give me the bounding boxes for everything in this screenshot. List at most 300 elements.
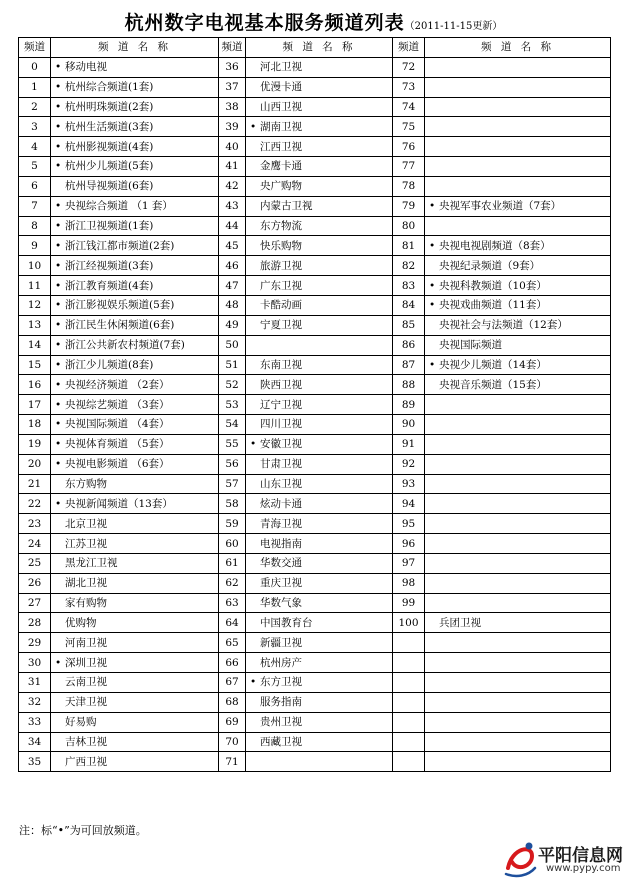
channel-name-cell — [425, 434, 611, 454]
channel-name-cell — [425, 256, 611, 276]
channel-number: 19 — [19, 434, 51, 454]
channel-name-cell — [246, 216, 393, 236]
channel-name-cell — [51, 315, 219, 335]
channel-name-cell — [51, 692, 219, 712]
channel-name-cell — [51, 117, 219, 137]
table-row — [19, 514, 611, 534]
channel-name-cell — [246, 295, 393, 315]
channel-name-cell — [51, 633, 219, 653]
channel-number: 24 — [19, 534, 51, 554]
replay-marker: • — [55, 81, 62, 94]
channel-name: 央视经济频道 （2套） — [65, 378, 170, 391]
channel-name: 北京卫视 — [65, 517, 107, 530]
channel-name-cell — [246, 375, 393, 395]
channel-name-cell — [246, 633, 393, 653]
channel-number: 6 — [19, 176, 51, 196]
channel-name-cell — [51, 434, 219, 454]
channel-name-cell — [425, 375, 611, 395]
channel-name: 杭州生活频道(3套) — [65, 120, 154, 133]
replay-marker: • — [55, 299, 62, 312]
channel-number: 8 — [19, 216, 51, 236]
channel-number: 71 — [219, 752, 246, 772]
channel-number: 99 — [393, 593, 425, 613]
channel-name: 优漫卡通 — [260, 81, 302, 94]
channel-name: 央视科教频道（10套） — [439, 279, 547, 292]
table-row — [19, 553, 611, 573]
channel-name: 央视新闻频道（13套） — [65, 497, 173, 510]
channel-number: 29 — [19, 633, 51, 653]
channel-name-cell — [51, 276, 219, 296]
channel-number: 90 — [393, 415, 425, 435]
channel-number — [393, 712, 425, 732]
channel-number: 86 — [393, 335, 425, 355]
channel-number: 14 — [19, 335, 51, 355]
channel-name: 辽宁卫视 — [260, 398, 302, 411]
channel-number: 60 — [219, 534, 246, 554]
channel-name-cell — [425, 57, 611, 77]
channel-number: 65 — [219, 633, 246, 653]
site-logo — [502, 838, 624, 878]
channel-name-cell — [51, 216, 219, 236]
channel-name-cell — [425, 395, 611, 415]
channel-name: 陕西卫视 — [260, 378, 302, 391]
channel-number: 94 — [393, 494, 425, 514]
channel-name: 央视综艺频道 （3套） — [65, 398, 170, 411]
channel-name: 青海卫视 — [260, 517, 302, 530]
channel-name: 央视社会与法频道（12套） — [439, 319, 568, 332]
channel-name-cell — [246, 514, 393, 534]
replay-marker: • — [55, 358, 62, 371]
channel-name-cell — [246, 593, 393, 613]
channel-number: 30 — [19, 653, 51, 673]
channel-number: 44 — [219, 216, 246, 236]
replay-marker: • — [429, 200, 436, 213]
channel-name: 移动电视 — [65, 61, 107, 74]
channel-name-cell — [51, 553, 219, 573]
channel-number — [393, 692, 425, 712]
channel-name: 杭州导视频道(6套) — [65, 180, 154, 193]
channel-number: 51 — [219, 355, 246, 375]
replay-marker: • — [250, 676, 257, 689]
channel-number: 76 — [393, 137, 425, 157]
channel-name: 江苏卫视 — [65, 537, 107, 550]
channel-name: 金鹰卡通 — [260, 160, 302, 173]
channel-name-cell — [246, 315, 393, 335]
logo-mark-icon — [502, 838, 538, 878]
channel-name-cell — [51, 534, 219, 554]
channel-name: 杭州影视频道(4套) — [65, 140, 154, 153]
replay-marker: • — [429, 239, 436, 252]
channel-number: 88 — [393, 375, 425, 395]
channel-name-cell — [425, 732, 611, 752]
table-body — [19, 57, 611, 771]
channel-number: 77 — [393, 157, 425, 177]
replay-marker: • — [55, 497, 62, 510]
channel-number: 52 — [219, 375, 246, 395]
channel-number: 91 — [393, 434, 425, 454]
table-row — [19, 97, 611, 117]
channel-name: 央视戏曲频道（11套） — [439, 299, 547, 312]
channel-name-cell — [246, 712, 393, 732]
replay-marker: • — [55, 398, 62, 411]
channel-name-cell — [246, 673, 393, 693]
channel-name-cell — [425, 176, 611, 196]
channel-number: 74 — [393, 97, 425, 117]
channel-name-cell — [425, 494, 611, 514]
channel-name: 西藏卫视 — [260, 735, 302, 748]
replay-marker: • — [55, 160, 62, 173]
channel-name: 杭州少儿频道(5套) — [65, 160, 154, 173]
channel-number: 25 — [19, 553, 51, 573]
channel-name: 河南卫视 — [65, 636, 107, 649]
channel-number: 97 — [393, 553, 425, 573]
channel-name-cell — [246, 355, 393, 375]
table-row — [19, 613, 611, 633]
channel-name: 浙江经视频道(3套) — [65, 259, 154, 272]
header-channel-1: 频道 — [19, 38, 51, 58]
channel-number: 27 — [19, 593, 51, 613]
table-row — [19, 276, 611, 296]
channel-name: 宁夏卫视 — [260, 319, 302, 332]
channel-name-cell — [51, 454, 219, 474]
channel-name: 湖北卫视 — [65, 577, 107, 590]
channel-name-cell — [246, 236, 393, 256]
channel-number: 3 — [19, 117, 51, 137]
channel-name: 山东卫视 — [260, 477, 302, 490]
channel-name-cell — [425, 216, 611, 236]
channel-name: 浙江卫视频道(1套) — [65, 220, 154, 233]
channel-name-cell — [425, 593, 611, 613]
channel-name-cell — [425, 415, 611, 435]
channel-name-cell — [51, 355, 219, 375]
channel-number: 2 — [19, 97, 51, 117]
channel-number: 5 — [19, 157, 51, 177]
channel-name-cell — [246, 176, 393, 196]
channel-number: 95 — [393, 514, 425, 534]
channel-number: 63 — [219, 593, 246, 613]
channel-number: 26 — [19, 573, 51, 593]
table-header-row — [19, 38, 611, 58]
channel-name-cell — [246, 454, 393, 474]
replay-marker: • — [55, 656, 62, 669]
channel-name-cell — [51, 712, 219, 732]
channel-name: 央视少儿频道（14套） — [439, 358, 547, 371]
header-channel-2: 频道 — [219, 38, 246, 58]
channel-number: 1 — [19, 77, 51, 97]
table-row — [19, 295, 611, 315]
channel-number: 39 — [219, 117, 246, 137]
channel-name-cell — [51, 415, 219, 435]
channel-name: 安徽卫视 — [260, 438, 302, 451]
channel-name-cell — [51, 256, 219, 276]
channel-name: 东方物流 — [260, 220, 302, 233]
channel-name-cell — [425, 692, 611, 712]
replay-marker: • — [55, 279, 62, 292]
channel-name-cell — [425, 553, 611, 573]
channel-name: 华数交通 — [260, 557, 302, 570]
logo-site-name: 平阳信息网 — [538, 846, 623, 866]
channel-name-cell — [51, 474, 219, 494]
header-name-2: 频 道 名 称 — [246, 38, 393, 58]
channel-name-cell — [425, 157, 611, 177]
channel-name: 央视电影频道 （6套） — [65, 458, 170, 471]
channel-name-cell — [246, 415, 393, 435]
channel-name-cell — [246, 494, 393, 514]
table-row — [19, 137, 611, 157]
channel-number: 58 — [219, 494, 246, 514]
channel-name-cell — [425, 653, 611, 673]
replay-marker: • — [55, 140, 62, 153]
channel-number: 98 — [393, 573, 425, 593]
channel-name-cell — [246, 752, 393, 772]
channel-number: 68 — [219, 692, 246, 712]
channel-name-cell — [51, 335, 219, 355]
channel-number: 16 — [19, 375, 51, 395]
channel-name-cell — [425, 335, 611, 355]
table-row — [19, 653, 611, 673]
channel-name: 央视综合频道 （1 套） — [65, 200, 173, 213]
table-row — [19, 593, 611, 613]
channel-name: 央视纪录频道（9套） — [439, 259, 541, 272]
channel-name: 央视体育频道 （5套） — [65, 438, 170, 451]
channel-number: 42 — [219, 176, 246, 196]
channel-name: 央视电视剧频道（8套） — [439, 239, 551, 252]
replay-marker: • — [429, 299, 436, 312]
channel-number: 93 — [393, 474, 425, 494]
channel-name: 浙江民生休闲频道(6套) — [65, 319, 175, 332]
channel-name-cell — [51, 732, 219, 752]
channel-number: 96 — [393, 534, 425, 554]
replay-marker: • — [55, 458, 62, 471]
channel-name-cell — [246, 534, 393, 554]
channel-name-cell — [425, 355, 611, 375]
channel-name-cell — [425, 196, 611, 216]
channel-number — [393, 752, 425, 772]
channel-number: 34 — [19, 732, 51, 752]
replay-marker: • — [55, 339, 62, 352]
table-row — [19, 692, 611, 712]
channel-name: 东方购物 — [65, 477, 107, 490]
channel-name-cell — [425, 633, 611, 653]
table-row — [19, 375, 611, 395]
channel-number: 85 — [393, 315, 425, 335]
channel-name-cell — [425, 454, 611, 474]
channel-name: 贵州卫视 — [260, 716, 302, 729]
channel-number: 40 — [219, 137, 246, 157]
channel-number: 4 — [19, 137, 51, 157]
channel-name: 内蒙古卫视 — [260, 200, 313, 213]
channel-number: 12 — [19, 295, 51, 315]
channel-name: 江西卫视 — [260, 140, 302, 153]
channel-number: 10 — [19, 256, 51, 276]
channel-name: 央视国际频道 （4套） — [65, 418, 170, 431]
channel-name-cell — [425, 77, 611, 97]
channel-number: 53 — [219, 395, 246, 415]
channel-number: 45 — [219, 236, 246, 256]
channel-number: 9 — [19, 236, 51, 256]
channel-number: 31 — [19, 673, 51, 693]
channel-number: 36 — [219, 57, 246, 77]
channel-table — [18, 37, 611, 772]
table-row — [19, 434, 611, 454]
channel-name: 云南卫视 — [65, 676, 107, 689]
channel-name: 甘肃卫视 — [260, 458, 302, 471]
channel-name-cell — [246, 276, 393, 296]
channel-number: 100 — [393, 613, 425, 633]
channel-name: 央视国际频道 — [439, 339, 502, 352]
channel-name-cell — [425, 315, 611, 335]
channel-number: 87 — [393, 355, 425, 375]
channel-number: 33 — [19, 712, 51, 732]
channel-number: 32 — [19, 692, 51, 712]
channel-name: 旅游卫视 — [260, 259, 302, 272]
channel-number: 47 — [219, 276, 246, 296]
channel-name-cell — [425, 573, 611, 593]
channel-number: 55 — [219, 434, 246, 454]
channel-number: 62 — [219, 573, 246, 593]
channel-name: 吉林卫视 — [65, 735, 107, 748]
channel-number: 72 — [393, 57, 425, 77]
replay-marker: • — [429, 358, 436, 371]
table-row — [19, 454, 611, 474]
channel-name-cell — [51, 236, 219, 256]
channel-name-cell — [246, 77, 393, 97]
channel-name: 新疆卫视 — [260, 636, 302, 649]
channel-number — [393, 673, 425, 693]
channel-number: 48 — [219, 295, 246, 315]
page-title — [0, 8, 627, 35]
table-row — [19, 474, 611, 494]
channel-name-cell — [425, 276, 611, 296]
channel-name: 浙江教育频道(4套) — [65, 279, 154, 292]
channel-name-cell — [246, 196, 393, 216]
channel-number — [393, 732, 425, 752]
channel-name-cell — [425, 137, 611, 157]
channel-number: 28 — [19, 613, 51, 633]
table-row — [19, 395, 611, 415]
table-row — [19, 673, 611, 693]
channel-name-cell — [425, 673, 611, 693]
channel-name: 好易购 — [65, 716, 97, 729]
table-row — [19, 732, 611, 752]
replay-marker: • — [55, 120, 62, 133]
table-row — [19, 315, 611, 335]
channel-name-cell — [51, 673, 219, 693]
channel-number: 59 — [219, 514, 246, 534]
replay-marker: • — [429, 279, 436, 292]
channel-name: 深圳卫视 — [65, 656, 107, 669]
channel-number: 0 — [19, 57, 51, 77]
table-row — [19, 494, 611, 514]
replay-marker: • — [55, 418, 62, 431]
channel-name-cell — [51, 157, 219, 177]
channel-name: 杭州综合频道(1套) — [65, 81, 154, 94]
channel-name: 黑龙江卫视 — [65, 557, 118, 570]
channel-name: 央视音乐频道（15套） — [439, 378, 547, 391]
channel-name-cell — [51, 514, 219, 534]
channel-name: 东南卫视 — [260, 358, 302, 371]
table-row — [19, 117, 611, 137]
channel-number: 56 — [219, 454, 246, 474]
channel-name: 央视军事农业频道（7套） — [439, 200, 562, 213]
replay-marker: • — [55, 438, 62, 451]
table-row — [19, 77, 611, 97]
channel-name: 杭州房产 — [260, 656, 302, 669]
channel-number: 80 — [393, 216, 425, 236]
channel-name-cell — [425, 712, 611, 732]
channel-name: 四川卫视 — [260, 418, 302, 431]
channel-name-cell — [246, 117, 393, 137]
replay-marker: • — [55, 220, 62, 233]
channel-number: 20 — [19, 454, 51, 474]
channel-name-cell — [51, 196, 219, 216]
channel-name: 华数气象 — [260, 597, 302, 610]
footnote: 注：标“•”为可回放频道。 — [19, 824, 147, 837]
channel-name: 电视指南 — [260, 537, 302, 550]
table-row — [19, 712, 611, 732]
channel-name: 卡酷动画 — [260, 299, 302, 312]
channel-number: 43 — [219, 196, 246, 216]
channel-name: 浙江钱江都市频道(2套) — [65, 239, 175, 252]
channel-name: 湖南卫视 — [260, 120, 302, 133]
channel-number: 66 — [219, 653, 246, 673]
replay-marker: • — [55, 259, 62, 272]
table-row — [19, 752, 611, 772]
channel-name-cell — [425, 534, 611, 554]
title-update-date: （2011-11-15更新） — [404, 21, 503, 32]
channel-number: 92 — [393, 454, 425, 474]
replay-marker: • — [55, 319, 62, 332]
replay-marker: • — [55, 239, 62, 252]
channel-name-cell — [425, 474, 611, 494]
channel-name-cell — [425, 236, 611, 256]
table-row — [19, 256, 611, 276]
channel-number: 41 — [219, 157, 246, 177]
table-row — [19, 196, 611, 216]
channel-number: 70 — [219, 732, 246, 752]
channel-number: 67 — [219, 673, 246, 693]
channel-name-cell — [425, 117, 611, 137]
channel-name: 重庆卫视 — [260, 577, 302, 590]
replay-marker: • — [55, 100, 62, 113]
channel-number: 73 — [393, 77, 425, 97]
channel-number: 37 — [219, 77, 246, 97]
channel-name: 家有购物 — [65, 597, 107, 610]
channel-name-cell — [51, 593, 219, 613]
channel-number: 11 — [19, 276, 51, 296]
channel-name-cell — [246, 553, 393, 573]
channel-number — [393, 633, 425, 653]
channel-name: 杭州明珠频道(2套) — [65, 100, 154, 113]
table-row — [19, 633, 611, 653]
channel-name-cell — [51, 752, 219, 772]
channel-name-cell — [246, 613, 393, 633]
channel-number: 35 — [19, 752, 51, 772]
channel-name-cell — [425, 295, 611, 315]
channel-name-cell — [51, 653, 219, 673]
table-row — [19, 57, 611, 77]
channel-name-cell — [246, 256, 393, 276]
channel-name-cell — [425, 514, 611, 534]
header-name-1: 频 道 名 称 — [51, 38, 219, 58]
channel-name: 河北卫视 — [260, 61, 302, 74]
table-row — [19, 573, 611, 593]
table-row — [19, 176, 611, 196]
channel-name: 快乐购物 — [260, 239, 302, 252]
channel-name-cell — [51, 57, 219, 77]
channel-name: 东方卫视 — [260, 676, 302, 689]
channel-name: 天津卫视 — [65, 696, 107, 709]
